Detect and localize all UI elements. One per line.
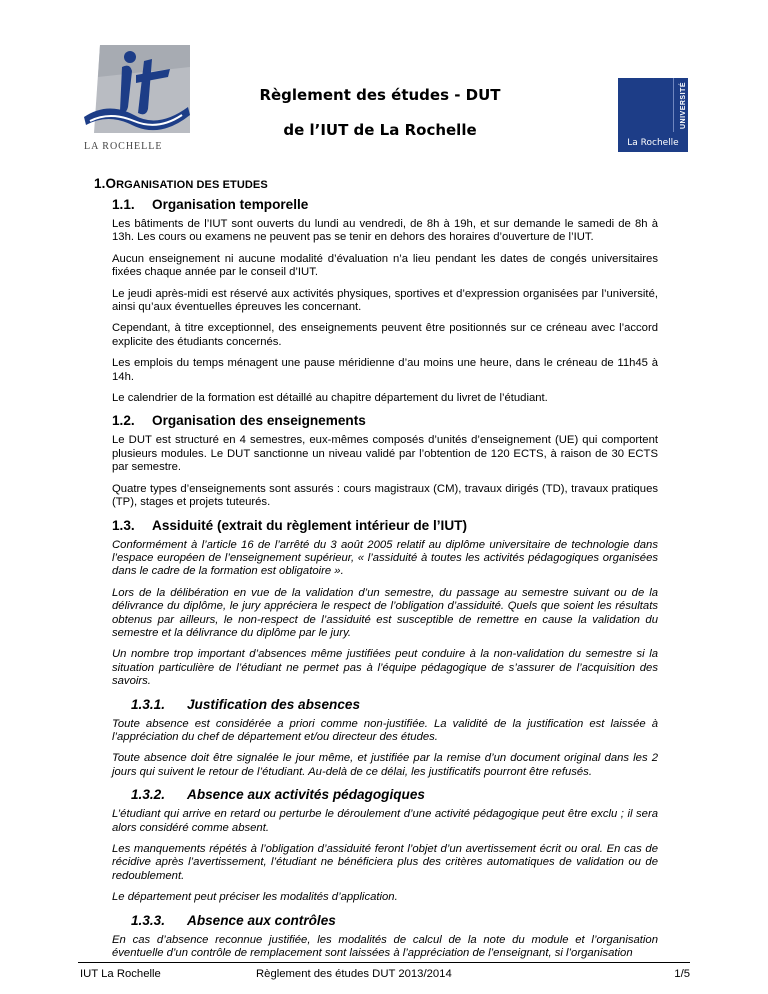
section-1-3-1-title: Justification des absences: [187, 696, 361, 712]
section-1-3-number: 1.3.: [112, 517, 135, 533]
section-1-2-heading: [112, 413, 658, 428]
university-city-text: La Rochelle: [627, 138, 679, 148]
section-1-number: 1.: [94, 176, 106, 191]
paragraph: Toute absence est considérée a priori comme non-justifiée. La validité de la justification est laissée à l’appréciation du chef de département et/ou directeur des études.: [112, 717, 658, 743]
section-1-2-number: 1.2.: [112, 413, 135, 429]
paragraph: Les manquements répétés à l’obligation d’assiduité feront l’objet d’un avertissement écrit ou oral. En cas de récidive après l’avertissement, l’étudiant ne bénéficiera plus des critères automatiques de validation ou de redoublement.: [112, 843, 658, 882]
footer-center: Règlement des études DUT 2013/2014: [256, 968, 452, 980]
paragraph: Un nombre trop important d’absences même justifiées peut conduire à la non-validation du semestre si la situation particulière de l’étudiant ne permet pas à l’équipe pédagogique de s’assurer de l’acquisition des savoirs.: [112, 648, 658, 688]
section-1-3-1-heading: [131, 697, 658, 712]
paragraph: Cependant, à titre exceptionnel, des enseignements peuvent être positionnés sur ce créneau avec l’accord explicite des étudiants concernés.: [112, 322, 658, 348]
section-1-3-3-heading: [131, 913, 658, 928]
page-number: 1/5: [674, 968, 690, 980]
section-1-3-heading: [112, 518, 658, 533]
section-1-3-title: Assiduité (extrait du règlement intérieur de l’IUT): [152, 517, 467, 533]
logo-left-text: LA ROCHELLE: [84, 141, 163, 152]
document-title: Règlement des études - DUT: [259, 86, 501, 104]
paragraph: Les emplois du temps ménagent une pause méridienne d’au moins une heure, dans le créneau de 11h45 à 14h.: [112, 357, 658, 383]
paragraph: L’étudiant qui arrive en retard ou perturbe le déroulement d’une activité pédagogique peut être exclu ; il sera alors considéré comme absent.: [112, 808, 658, 834]
section-1-title-rest: RGANISATION DES ETUDES: [116, 179, 268, 191]
section-1-3-2-title: Absence aux activités pédagogiques: [187, 787, 425, 803]
paragraph: Conformément à l’article 16 de l’arrêté du 3 août 2005 relatif au diplôme universitaire de technologie dans l’espace européen de l’enseignement supérieur, « l’assiduité à toutes les activités pédagogiques organisées dans le cadre de la formation est obligatoire ».: [112, 538, 658, 578]
section-1-title-initial: O: [105, 176, 117, 191]
university-vertical-text: UNIVERSITÉ: [680, 82, 687, 130]
paragraph: En cas d’absence reconnue justifiée, les modalités de calcul de la note du module et l’organisation éventuelle d’un contrôle de remplacement sont laissées à l’appréciation de l’enseignant, si l’organisation: [112, 933, 658, 960]
paragraph: Le DUT est structuré en 4 semestres, eux-mêmes composés d’unités d’enseignement (UE) qui comportent plusieurs modules. Le DUT sanctionne un niveau validé par l’obtention de 120 ECTS, à raison de 30 ECTS par semestre.: [112, 434, 658, 474]
paragraph: Toute absence doit être signalée le jour même, et justifiée par la remise d’un document original dans les 2 jours qui suivent le retour de l’étudiant. Au-delà de ce délai, les justificatifs pourront être refusés.: [112, 752, 658, 778]
section-1-1-heading: [112, 197, 658, 212]
section-1-3-2-number: 1.3.2.: [131, 787, 166, 803]
paragraph: Quatre types d’enseignements sont assurés : cours magistraux (CM), travaux dirigés (TD), travaux pratiques (TP), stages et projets tuteurés.: [112, 482, 658, 509]
section-1-3-1-number: 1.3.1.: [131, 696, 166, 712]
paragraph: Les bâtiments de l’IUT sont ouverts du lundi au vendredi, de 8h à 19h, et sur demande le samedi de 8h à 13h. Les cours ou examens ne peuvent pas se tenir en dehors des horaires d’ouverture de l’IUT.: [112, 218, 658, 244]
paragraph: Le jeudi après-midi est réservé aux activités physiques, sportives et d’expression organisées par l’université, ainsi qu’aux éventuelles épreuves les concernant.: [112, 287, 658, 314]
paragraph: Aucun enseignement ni aucune modalité d’évaluation n’a lieu pendant les dates de congés universitaires fixées chaque année par le conseil d’IUT.: [112, 252, 658, 279]
section-1-3-3-number: 1.3.3.: [131, 912, 166, 928]
document-body: [94, 176, 658, 968]
paragraph: Le département peut préciser les modalités d’application.: [112, 891, 398, 904]
paragraph: Lors de la délibération en vue de la validation d’un semestre, du passage au semestre suivant ou de la délivrance du diplôme, le jury appréciera le respect de l’obligation d’assiduité. Quels que soient les résultats obtenus par ailleurs, le non-respect de l’assiduité est susceptible de remettre en cause la validation du semestre et la délivrance du diplôme par le jury.: [112, 586, 658, 639]
footer-left: IUT La Rochelle: [80, 968, 161, 980]
section-1-3-2-heading: [131, 787, 658, 802]
document-subtitle: de l’IUT de La Rochelle: [283, 121, 477, 139]
section-1-3-3-title: Absence aux contrôles: [187, 912, 336, 928]
section-1-1-title: Organisation temporelle: [152, 197, 309, 212]
footer-divider: [78, 962, 690, 963]
paragraph: Le calendrier de la formation est détaillé au chapitre département du livret de l’étudiant.: [112, 392, 548, 405]
section-1-1-number: 1.1.: [112, 197, 135, 212]
section-1-heading: [94, 176, 658, 191]
section-1-2-title: Organisation des enseignements: [152, 413, 366, 429]
